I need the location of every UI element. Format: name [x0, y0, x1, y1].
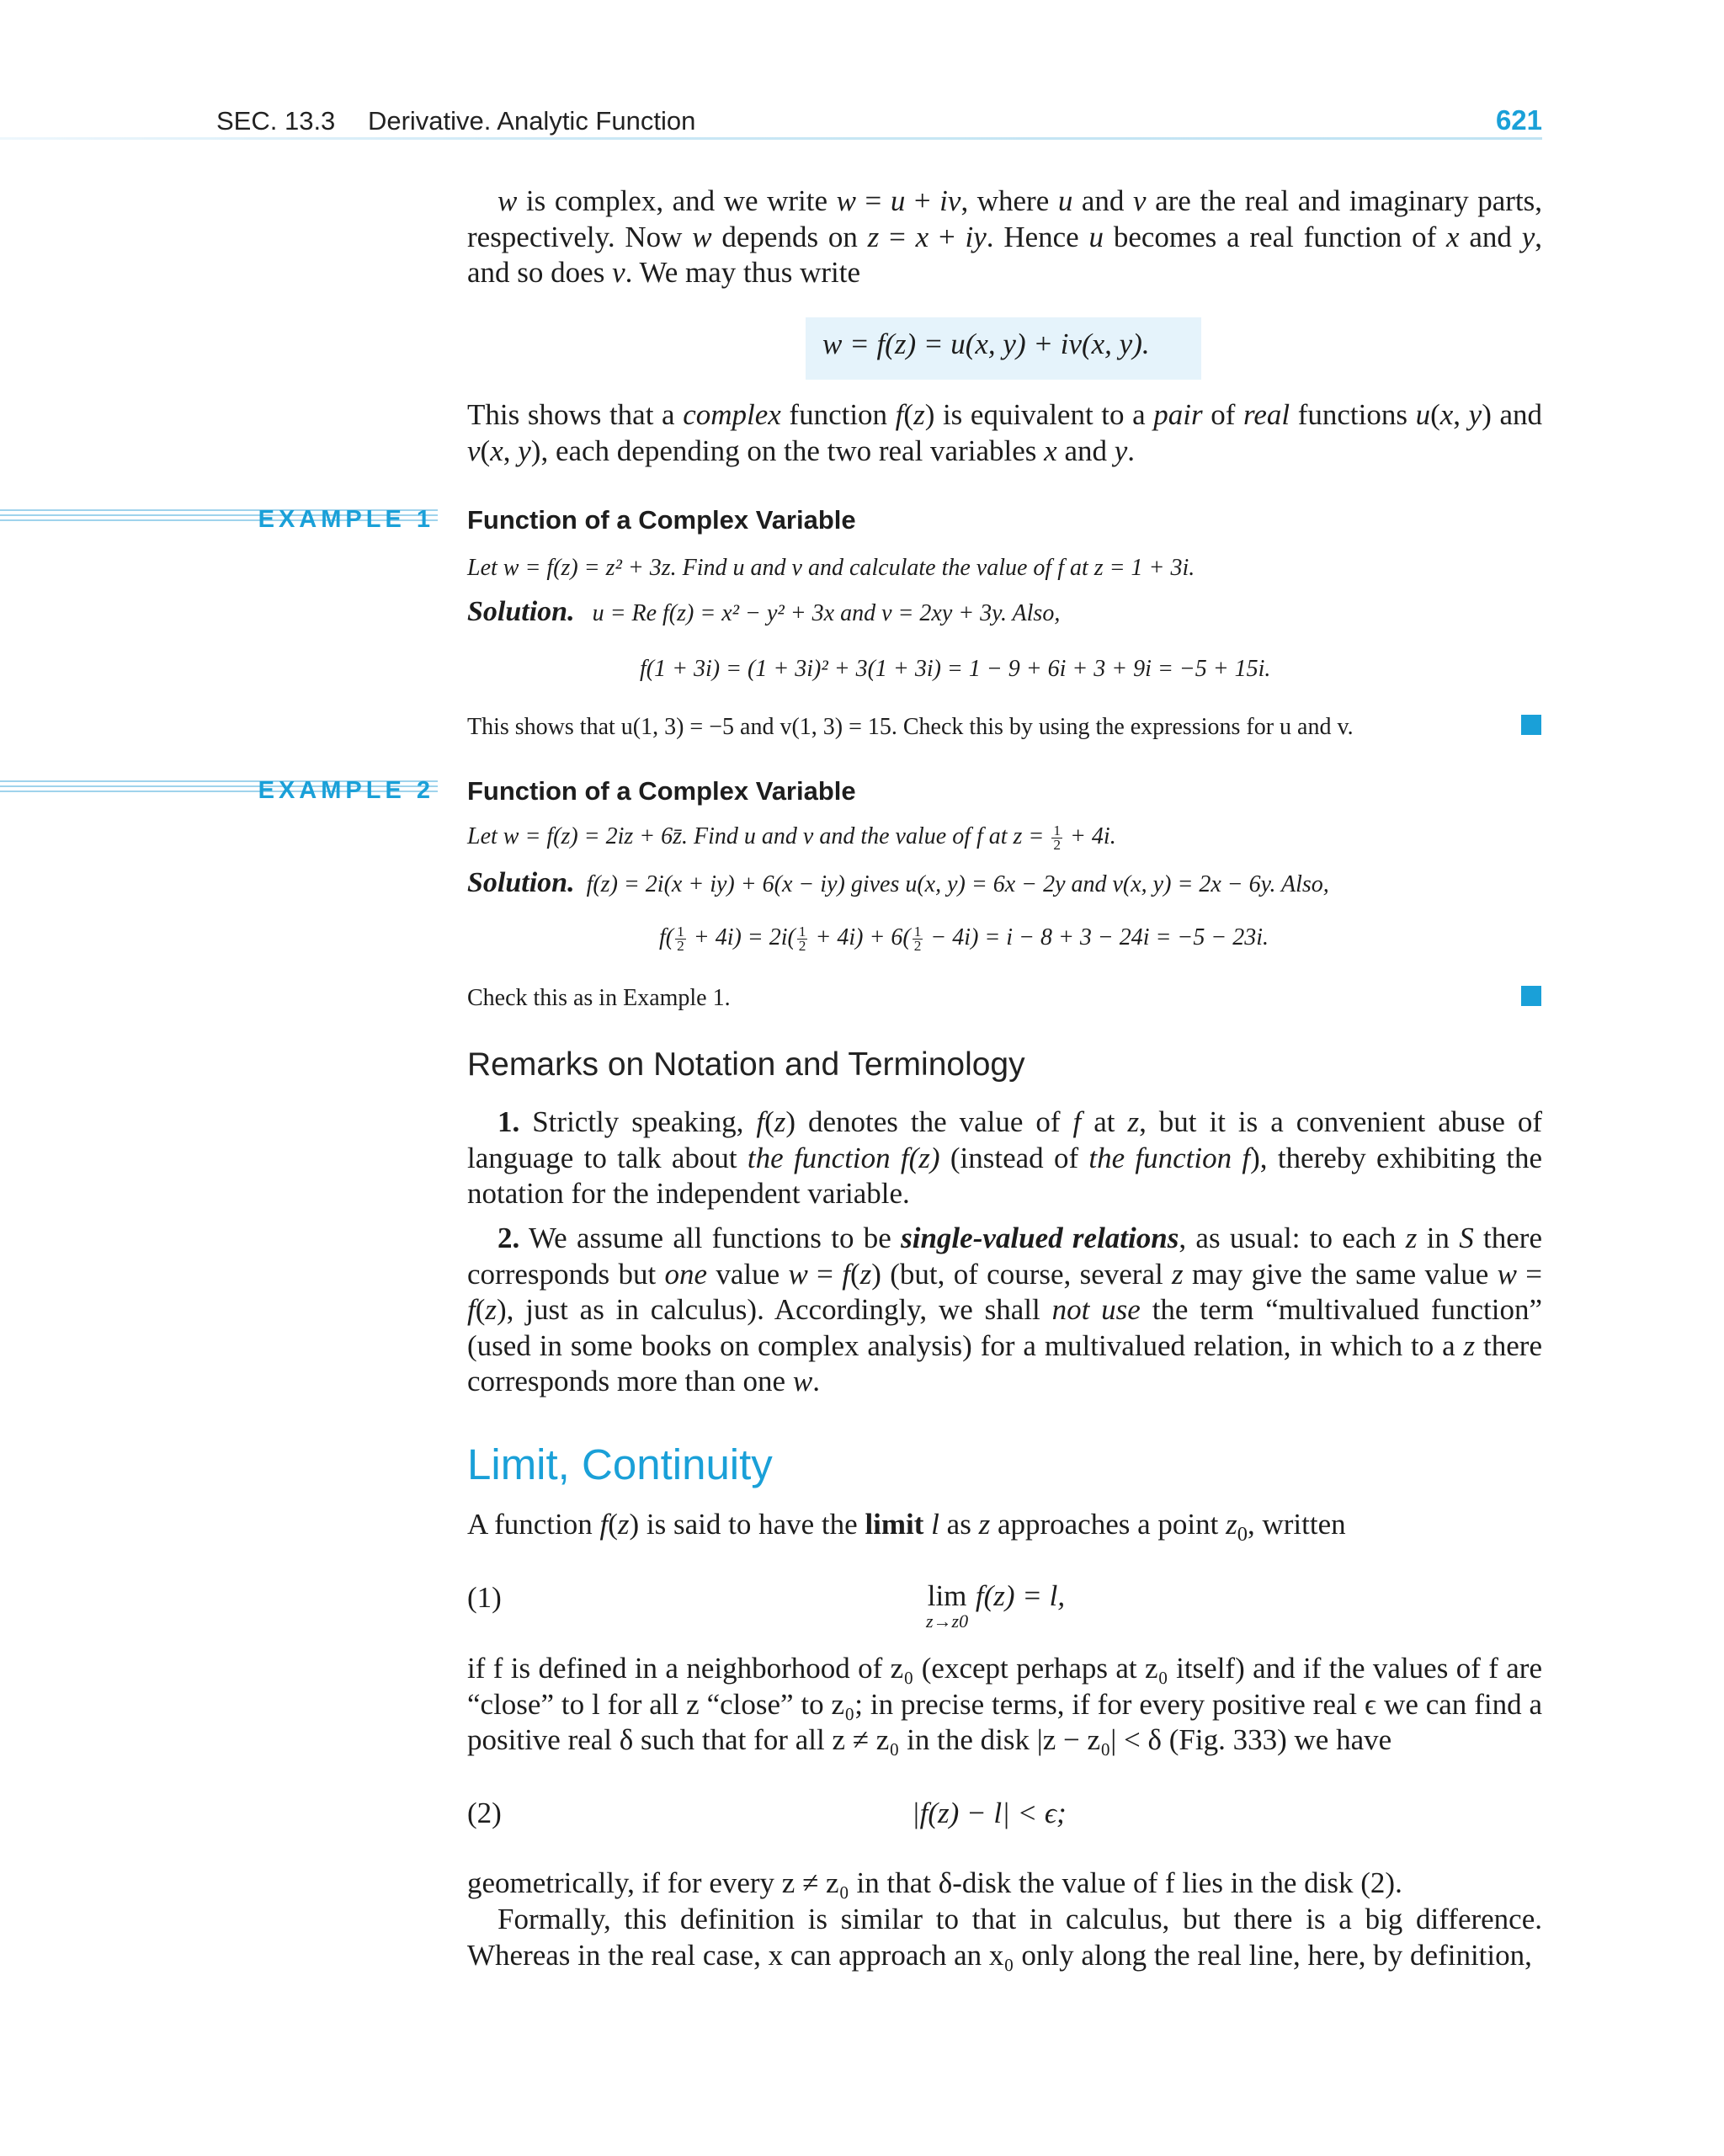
limit-definition: if f is defined in a neighborhood of z₀ (except perhaps at z₀ itself) and if the values of f are “close” to l for all z “close” to z₀; in precise terms, if for every positive real ϵ we can find a positive real δ such that for all z ≠ z₀ in the disk |z − z₀| < δ (Fig. 333) we have: [467, 1652, 1542, 1756]
example2-end-mark: [1521, 986, 1541, 1006]
header-rule: [0, 137, 1542, 140]
highlighted-equation: w = f(z) = u(x, y) + iv(x, y).: [822, 327, 1150, 360]
limit-formal: Formally, this definition is similar to that in calculus, but there is a big difference. Whereas in the real case, x can approach an x₀ only along the real line, here, by definition,: [467, 1903, 1542, 1972]
example1-closing: This shows that u(1, 3) = −5 and v(1, 3) = 15. Check this by using the expressions for u and v.: [467, 714, 1354, 740]
example2-label: EXAMPLE 2: [258, 777, 434, 804]
intro-paragraph: w is complex, and we write w = u + iv, where u and v are the real and imaginary parts, respectively. Now w depends on z = x + iy. Hence u becomes a real function of x and y, and so does v. We may thus write: [467, 184, 1543, 289]
equation-2-number: (2): [467, 1797, 502, 1829]
limit-continuity-heading: Limit, Continuity: [467, 1440, 773, 1488]
limit-intro: A function f(z) is said to have the limit l as z approaches a point $z_0$, written: [467, 1508, 1346, 1546]
example2-statement: Let w = f(z) = 2iz + 6z̄. Find u and v and the value of f at z = $\frac{1}{2}$ + 4i.: [467, 822, 1116, 854]
limit-geometric: geometrically, if for every z ≠ z₀ in that δ-disk the value of f lies in the disk (2).: [467, 1866, 1402, 1899]
example2-solution: Solution. f(z) = 2i(x + iy) + 6(x − iy) gives u(x, y) = 6x − 2y and v(x, y) = 2x − 6y. Also,: [467, 867, 1329, 898]
remarks-heading: Remarks on Notation and Terminology: [467, 1046, 1025, 1083]
equation-1-number: (1): [467, 1581, 502, 1614]
example2-display: f( $\frac{1}{2}$ + 4i) = 2i( $\frac{1}{2}$ + 4i) + 6( $\frac{1}{2}$ − 4i) = i − 8 + 3 − 24i = −5 − 23i.: [659, 924, 1269, 955]
example1-statement: Let w = f(z) = z² + 3z. Find u and v and calculate the value of f at z = 1 + 3i.: [467, 555, 1195, 581]
running-head: [216, 106, 695, 136]
example1-label: EXAMPLE 1: [258, 506, 434, 533]
example1-solution: Solution. u = Re f(z) = x² − y² + 3x and v = 2xy + 3y. Also,: [467, 596, 1061, 627]
equation-1: lim z→z0 f(z) = l,: [926, 1579, 1066, 1632]
example2-title: Function of a Complex Variable: [467, 776, 856, 806]
example1-title: Function of a Complex Variable: [467, 505, 856, 535]
section-number: SEC. 13.3: [216, 106, 336, 136]
equation-2: |f(z) − l| < ϵ;: [912, 1797, 1067, 1829]
section-title: Derivative. Analytic Function: [367, 106, 696, 136]
example2-closing: Check this as in Example 1.: [467, 985, 731, 1011]
intro-paragraph-2: This shows that a complex function f(z) is equivalent to a pair of real functions u(x, y) and v(x, y), each depending on the two real variables x and y.: [467, 398, 1543, 467]
remark-1: 1. Strictly speaking, f(z) denotes the value of f at z, but it is a convenient abuse of language to talk about the function f(z) (instead of the function f), thereby exhibiting the notation for the independent variable.: [467, 1105, 1543, 1210]
example1-end-mark: [1521, 715, 1541, 735]
example1-display: f(1 + 3i) = (1 + 3i)² + 3(1 + 3i) = 1 − 9 + 6i + 3 + 9i = −5 + 15i.: [640, 656, 1271, 682]
page-number: 621: [1495, 104, 1542, 136]
remark-2: 2. We assume all functions to be single-valued relations, as usual: to each z in S there corresponds but one value w = f(z) (but, of course, several z may give the same value w = f(z), just as in calculus). Accordingly, we shall not use the term “multivalued function” (used in some books on complex analysis) for a multivalued relation, in which to a z there corresponds more than one w.: [467, 1222, 1543, 1397]
